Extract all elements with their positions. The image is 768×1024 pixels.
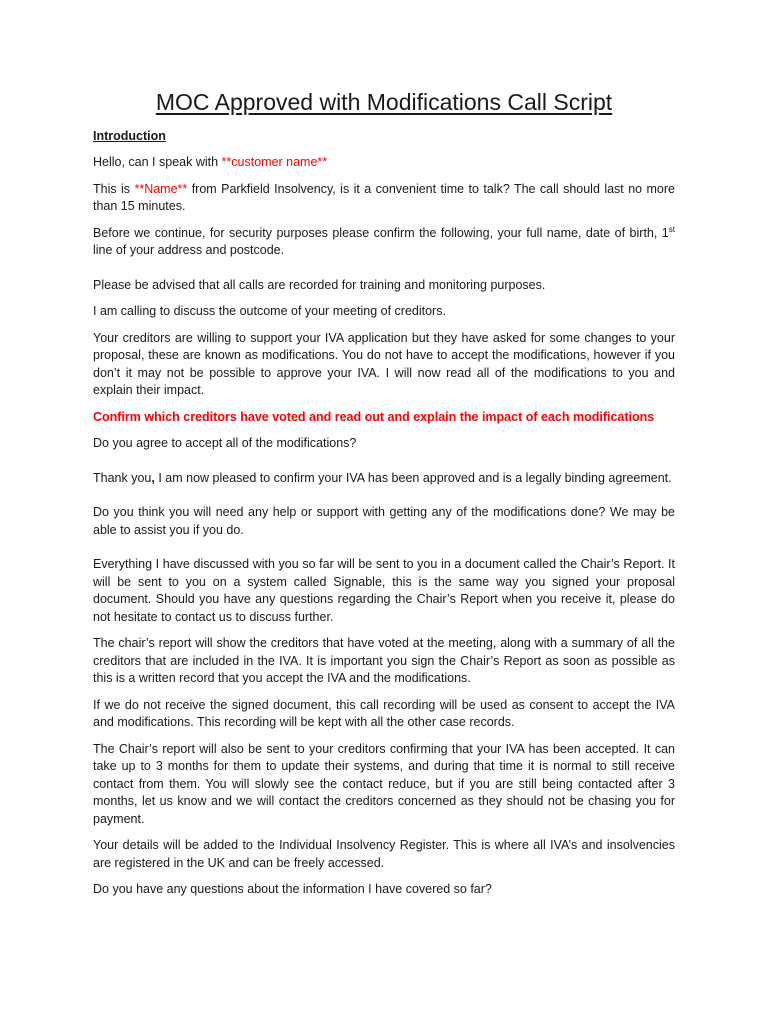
intro-paragraph — [93, 181, 675, 216]
agent-name-placeholder: **Name** — [134, 181, 188, 196]
intro-this-is: This is — [93, 181, 135, 196]
document-title: MOC Approved with Modifications Call Script — [155, 89, 613, 115]
section-heading-introduction: Introduction — [93, 129, 166, 143]
greeting-line — [93, 154, 675, 172]
document-page — [93, 86, 675, 908]
security-superscript: st — [668, 224, 675, 234]
security-text-post: line of your address and postcode. — [93, 243, 285, 257]
greeting-text: Hello, can I speak with — [93, 155, 222, 169]
agree-question-paragraph: Do you agree to accept all of the modifications? — [93, 436, 357, 450]
chairs-report-paragraph: Everything I have discussed with you so far will be sent to you in a document called the Chair’s Report. It will be sent to you on a system called Signable, this is the same way you signed your proposal document. Should you have any questions regarding the Chair’s Report when you receive it, please do not hesitate to contact us to discuss further. — [93, 557, 675, 624]
security-paragraph — [93, 225, 675, 260]
approved-comma: , — [151, 470, 155, 485]
purpose-paragraph: I am calling to discuss the outcome of your meeting of creditors. — [93, 304, 446, 318]
modifications-paragraph: Your creditors are willing to support your IVA application but they have asked for some changes to your proposal, these are known as modifications. You do not have to accept the modifications, however if you don’t it may not be possible to approve your IVA. I will now read all of the modifications to you and explain their impact. — [93, 330, 675, 397]
creditors-sent-paragraph: The Chair’s report will also be sent to your creditors confirming that your IVA has been accepted. It can take up to 3 months for them to update their systems, and during that time it is normal to still receive contact from them. You will slowly see the contact reduce, but if you are still being contacted after 3 months, let us know and we will contact the creditors concerned as they should not be chasing you for payment. — [93, 741, 675, 826]
approved-thanks: Thank you — [93, 470, 152, 485]
chairs-report-contents-paragraph: The chair’s report will show the creditors that have voted at the meeting, along with a summary of all the creditors that are included in the IVA. It is important you sign the Chair’s Report as soon as possible as this is a written record that you accept the IVA and the modifications. — [93, 636, 675, 685]
customer-name-placeholder: **customer name** — [221, 155, 328, 169]
help-question-paragraph: Do you think you will need any help or support with getting any of the modifications done? We may be able to assist you if you do. — [93, 505, 675, 537]
questions-paragraph: Do you have any questions about the information I have covered so far? — [93, 882, 492, 896]
register-paragraph: Your details will be added to the Individual Insolvency Register. This is where all IVA’s and insolvencies are registered in the UK and can be freely accessed. — [93, 838, 675, 870]
security-text-pre: Before we continue, for security purposes please confirm the following, your full name, date of birth, 1 — [93, 225, 669, 240]
recorded-notice-paragraph: Please be advised that all calls are recorded for training and monitoring purposes. — [93, 277, 546, 292]
approved-rest: I am now pleased to confirm your IVA has been approved and is a legally binding agreement. — [154, 470, 672, 485]
consent-recording-paragraph: If we do not receive the signed document, this call recording will be used as consent to accept the IVA and modifications. This recording will be kept with all the other case records. — [93, 697, 675, 729]
approved-paragraph — [93, 470, 675, 488]
intro-rest-text: from Parkfield Insolvency, is it a convenient time to talk? The call should last no more than 15 minutes. — [93, 181, 675, 213]
instruction-paragraph: Confirm which creditors have voted and read out and explain the impact of each modifications — [93, 409, 655, 424]
